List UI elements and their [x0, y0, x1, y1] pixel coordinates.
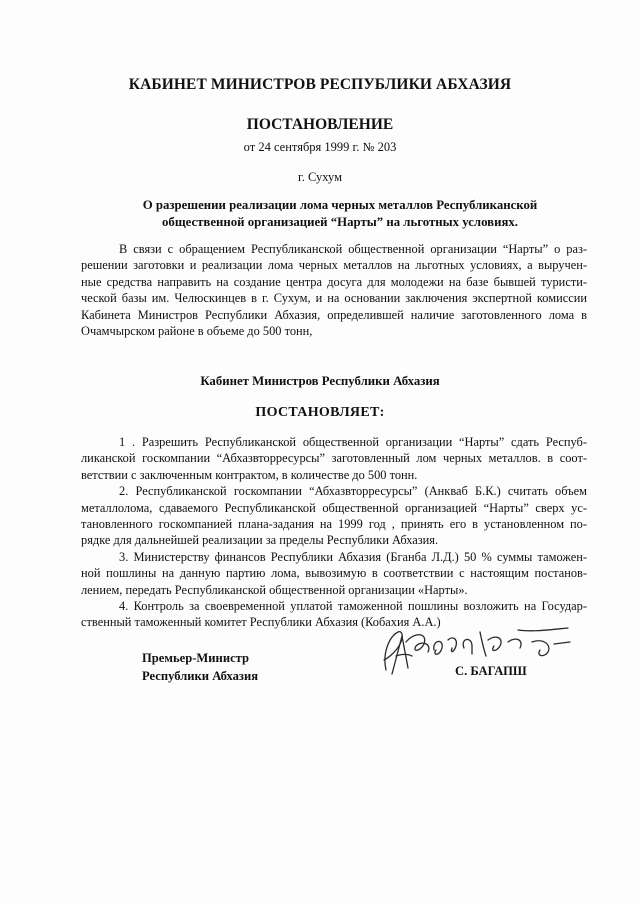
- item-line: тановленного госкомпанией плана-задания на 1999 год , принять его в установленном по-: [81, 517, 587, 532]
- item-line: металлолома, сдаваемого Республиканской общественной организацией “Нарты” сверх ус-: [81, 500, 587, 515]
- signatory-position-line: Республики Абхазия: [142, 669, 259, 683]
- item-line: ликанской госкомпании “Абхазвторресурсы” заготовленный лом черных металлов. в соот-: [81, 451, 587, 466]
- subject-line: общественной организацией “Нарты” на льготных условиях.: [162, 215, 518, 229]
- preamble-paragraph: [81, 241, 587, 339]
- item-line: ственный таможенный комитет Республики Абхазия (Кобахия А.А.): [81, 615, 441, 630]
- signatory-position-line: Премьер-Министр: [142, 651, 250, 665]
- preamble-line: ческой базы им. Челюскинцев в г. Сухум, и на основании заключения экспертной комиссии: [81, 291, 587, 306]
- institution-title: КАБИНЕТ МИНИСТРОВ РЕСПУБЛИКИ АБХАЗИЯ: [128, 76, 512, 93]
- item-line: 3. Министерству финансов Республики Абхазия (Бганба Л.Д.) 50 % суммы таможен-: [119, 549, 587, 564]
- item-line: лением, передать Республиканской общественной организации «Нарты».: [81, 582, 468, 597]
- signatory-name: С. БАГАПШ: [455, 664, 527, 678]
- preamble-line: ные средства направить на создание центра досуга для молодежи на базе бывшей туристи-: [81, 274, 587, 289]
- preamble-line: Очамчырском районе в объеме до 500 тонн,: [81, 324, 313, 339]
- document-place: г. Сухум: [297, 170, 342, 184]
- item-line: ветствии с заключенным контрактом, в количестве до 500 тонн.: [81, 467, 418, 482]
- document-date-number: от 24 сентября 1999 г. № 203: [243, 140, 397, 154]
- preamble-line: Кабинета Министров Республики Абхазия, определившей наличие заготовленного лома в: [81, 307, 587, 322]
- resolves-heading: ПОСТАНОВЛЯЕТ:: [255, 405, 385, 420]
- item-line: 4. Контроль за своевременной уплатой таможенной пошлины возложить на Государ-: [119, 599, 587, 614]
- issuer-heading: Кабинет Министров Республики Абхазия: [200, 374, 440, 388]
- document-type-title: ПОСТАНОВЛЕНИЕ: [246, 116, 394, 133]
- signatory-position: [142, 649, 258, 685]
- item-line: рядке для дальнейшей реализации за пределы Республики Абхазия.: [81, 533, 439, 548]
- item-line: 2. Республиканской госкомпании “Абхазвторресурсы” (Анкваб Б.К.) считать объем: [119, 484, 587, 499]
- item-line: ной пошлины на данную партию лома, вывозимую в соответствии с настоящим постанов-: [81, 566, 587, 581]
- subject-line: О разрешении реализации лома черных металлов Республиканской: [142, 198, 538, 212]
- item-line: 1 . Разрешить Республиканской общественной организации “Нарты” сдать Респуб-: [119, 435, 587, 449]
- preamble-line: В связи с обращением Республиканской общественной организации “Нарты” о раз-: [119, 242, 587, 256]
- document-subject: [120, 197, 560, 231]
- preamble-line: решении заготовки и реализации лома черных металлов на льготных условиях, а выручен-: [81, 258, 587, 273]
- resolution-items: [81, 434, 587, 631]
